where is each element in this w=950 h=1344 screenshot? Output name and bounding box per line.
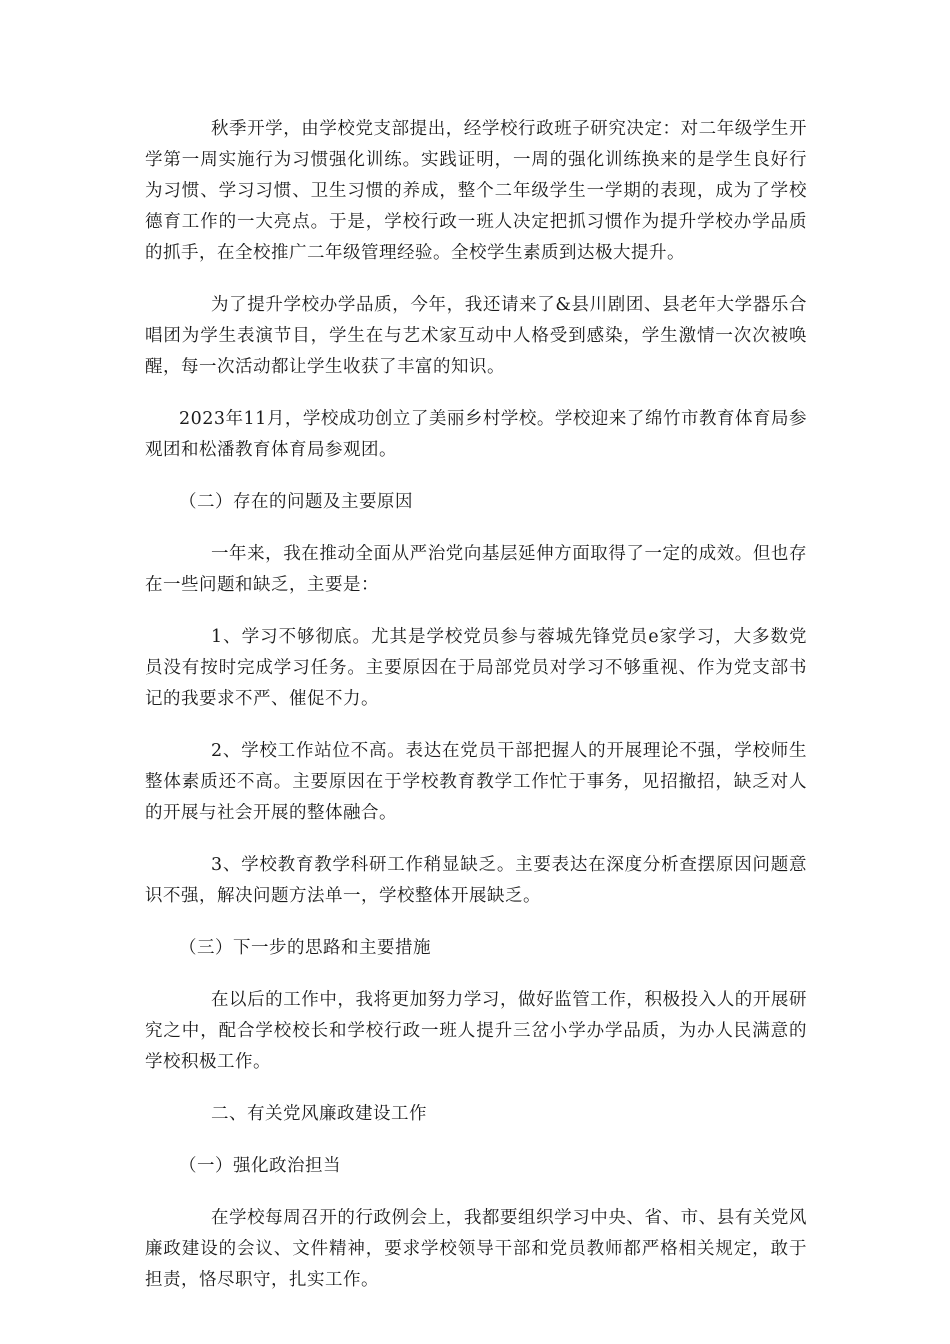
paragraph-habit-training: 秋季开学，由学校党支部提出，经学校行政班子研究决定：对二年级学生开学第一周实施行为习惯强化训练。实践证明，一周的强化训练换来的是学生良好行为习惯、学习习惯、卫生习惯的养成，整个二年级学生一学期的表现，成为了学校德育工作的一大亮点。于是，学校行政一班人决定把抓习惯作为提升学校办学品质的抓手，在全校推广二年级管理经验。全校学生素质到达极大提升。 (145, 119, 807, 263)
section-heading-political-responsibility: （一）强化政治担当 (179, 1156, 341, 1176)
paragraph-weekly-meeting: 在学校每周召开的行政例会上，我都要组织学习中央、省、市、县有关党风廉政建设的会议、文件精神，要求学校领导干部和党员教师都严格相关规定，敢于担责，恪尽职守，扎实工作。 (145, 1208, 807, 1290)
paragraph-rural-school: 2023年11月，学校成功创立了美丽乡村学校。学校迎来了绵竹市教育体育局参观团和松潘教育体育局参观团。 (145, 409, 807, 460)
paragraph-art-performance: 为了提升学校办学品质，今年，我还请来了&县川剧团、县老年大学器乐合唱团为学生表演节目，学生在与艺术家互动中人格受到感染，学生激情一次次被唤醒，每一次活动都让学生收获了丰富的知识。 (145, 295, 807, 377)
paragraph-problem-2: 2、学校工作站位不高。表达在党员干部把握人的开展理论不强，学校师生整体素质还不高。主要原因在于学校教育教学工作忙于事务，见招撤招，缺乏对人的开展与社会开展的整体融合。 (145, 741, 807, 823)
paragraph-next-steps: 在以后的工作中，我将更加努力学习，做好监管工作，积极投入人的开展研究之中，配合学校校长和学校行政一班人提升三岔小学办学品质，为办人民满意的学校积极工作。 (145, 990, 807, 1072)
section-heading-next-steps: （三）下一步的思路和主要措施 (179, 938, 431, 958)
paragraph-problem-3: 3、学校教育教学科研工作稍显缺乏。主要表达在深度分析查摆原因问题意识不强，解决问题方法单一，学校整体开展缺乏。 (145, 855, 807, 906)
paragraph-problems-intro: 一年来，我在推动全面从严治党向基层延伸方面取得了一定的成效。但也存在一些问题和缺乏，主要是： (145, 544, 807, 595)
section-heading-party-conduct: 二、有关党风廉政建设工作 (211, 1104, 427, 1124)
paragraph-problem-1: 1、学习不够彻底。尤其是学校党员参与蓉城先锋党员e家学习，大多数党员没有按时完成学习任务。主要原因在于局部党员对学习不够重视、作为党支部书记的我要求不严、催促不力。 (145, 627, 807, 709)
section-heading-problems: （二）存在的问题及主要原因 (179, 492, 413, 512)
document-body (145, 114, 807, 1317)
